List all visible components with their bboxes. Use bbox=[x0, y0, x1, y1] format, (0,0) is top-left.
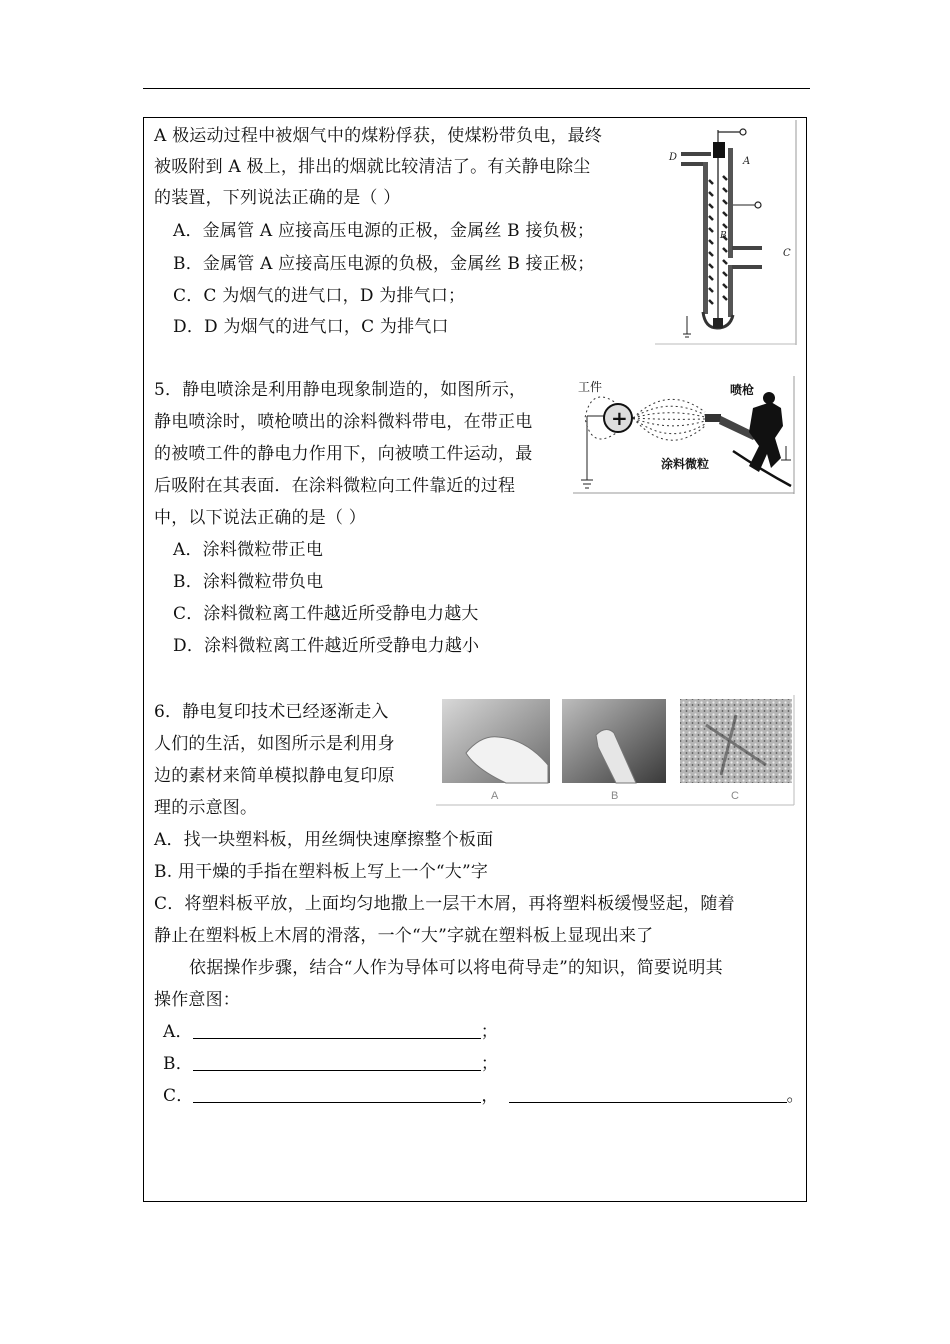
answer-row-c bbox=[163, 1086, 804, 1106]
q6-text-line-4: 理的示意图。 bbox=[154, 798, 258, 818]
answer-b-label: B． bbox=[163, 1054, 193, 1074]
answer-a-end: ； bbox=[480, 1022, 498, 1042]
label-b: B bbox=[720, 231, 727, 241]
photo-c bbox=[680, 699, 792, 783]
answer-c-end: 。 bbox=[786, 1086, 804, 1106]
q5-text-line-5: 中，以下说法正确的是（ ） bbox=[154, 508, 367, 528]
label-d: D bbox=[669, 152, 678, 163]
q6-instruction-line-1: 依据操作步骤，结合“人作为导体可以将电荷导走”的知识，简要说明其 bbox=[189, 958, 723, 978]
photo-label-b: B bbox=[611, 790, 619, 802]
q5-option-d: D．涂料微粒离工件越近所受静电力越小 bbox=[173, 636, 480, 656]
label-c: C bbox=[783, 248, 791, 259]
q4-text-line-2: 被吸附到 A 极上，排出的烟就比较清洁了。有关静电除尘 bbox=[154, 157, 591, 177]
q5-text-line-4: 后吸附在其表面．在涂料微粒向工件靠近的过程 bbox=[154, 476, 516, 496]
answer-row-b bbox=[163, 1054, 498, 1074]
q5-text-line-2: 静电喷涂时，喷枪喷出的涂料微料带电，在带正电 bbox=[154, 412, 533, 432]
label-spray-gun: 喷枪 bbox=[730, 383, 755, 397]
q6-text-line-3: 边的素材来简单模拟静电复印原 bbox=[154, 766, 395, 786]
answer-b-blank[interactable] bbox=[193, 1054, 481, 1071]
q6-step-b: B. 用干燥的手指在塑料板上写上一个“大”字 bbox=[154, 862, 489, 882]
q6-step-c-line-1: C．将塑料板平放，上面均匀地撒上一层干木屑，再将塑料板缓慢竖起，随着 bbox=[154, 894, 735, 914]
q4-option-b: B．金属管 A 应接高压电源的负极，金属丝 B 接正极； bbox=[173, 254, 595, 274]
photocopy-simulation-photos bbox=[436, 695, 796, 807]
answer-b-end: ； bbox=[480, 1054, 499, 1074]
answer-a-blank[interactable] bbox=[193, 1022, 481, 1039]
header-rule bbox=[143, 88, 810, 89]
q6-step-c-line-2: 静止在塑料板上木屑的滑落，一个“大”字就在塑料板上显现出来了 bbox=[154, 926, 654, 946]
precipitator-diagram bbox=[655, 120, 797, 345]
answer-c-blank-2[interactable] bbox=[509, 1086, 787, 1103]
q4-option-c: C．C 为烟气的进气口，D 为排气口； bbox=[173, 286, 466, 306]
q4-option-d: D．D 为烟气的进气口，C 为排气口 bbox=[173, 317, 449, 337]
label-workpiece: 工件 bbox=[578, 380, 603, 394]
q6-text-line-1: 6．静电复印技术已经逐渐走入 bbox=[154, 702, 389, 722]
photo-label-c: C bbox=[731, 790, 739, 802]
answer-c-blank-1[interactable] bbox=[193, 1086, 481, 1103]
answer-a-label: A． bbox=[163, 1022, 193, 1042]
answer-c-mid: ， bbox=[481, 1086, 499, 1106]
q6-text-line-2: 人们的生活，如图所示是利用身 bbox=[154, 734, 395, 754]
q5-option-b: B．涂料微粒带负电 bbox=[173, 572, 324, 592]
label-a: A bbox=[743, 156, 751, 167]
photo-label-a: A bbox=[491, 790, 499, 802]
label-paint-particles: 涂料微粒 bbox=[661, 457, 710, 471]
q4-text-line-1: A 极运动过程中被烟气中的煤粉俘获，使煤粉带负电，最终 bbox=[154, 126, 603, 146]
answer-row-a bbox=[163, 1022, 498, 1042]
plus-sign: + bbox=[611, 406, 628, 430]
q4-option-a: A．金属管 A 应接高压电源的正极，金属丝 B 接负极； bbox=[173, 221, 595, 241]
spray-coating-diagram bbox=[573, 376, 795, 494]
q5-option-a: A．涂料微粒带正电 bbox=[173, 540, 324, 560]
q5-text-line-3: 的被喷工件的静电力作用下，向被喷工件运动，最 bbox=[154, 444, 533, 464]
q6-instruction-line-2: 操作意图： bbox=[154, 990, 240, 1010]
q4-text-line-3: 的装置，下列说法正确的是（ ） bbox=[154, 188, 401, 208]
answer-c-label: C． bbox=[163, 1086, 194, 1106]
q5-option-c: C．涂料微粒离工件越近所受静电力越大 bbox=[173, 604, 479, 624]
q5-text-line-1: 5．静电喷涂是利用静电现象制造的，如图所示， bbox=[154, 380, 527, 400]
q6-step-a: A．找一块塑料板，用丝绸快速摩擦整个板面 bbox=[154, 830, 494, 850]
